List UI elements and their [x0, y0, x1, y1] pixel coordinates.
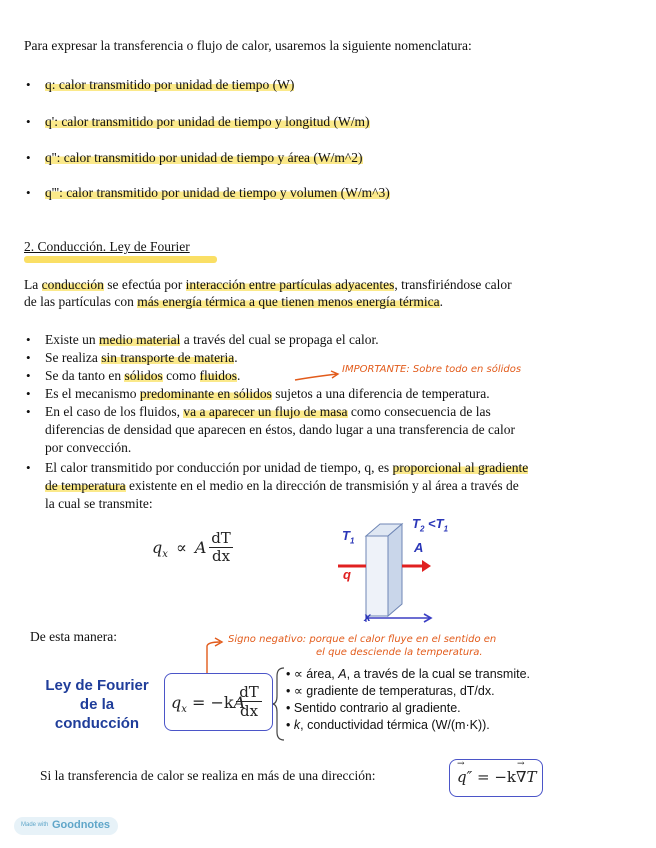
bullet-continuation: diferencias de densidad que aparecen en éstos, dando lugar a una transferencia de calor: [45, 422, 516, 437]
label-x: x: [364, 610, 371, 624]
bullet-item: • En el caso de los fluidos, va a aparecer un flujo de masa como consecuencia de las: [26, 404, 491, 419]
annotation-arrow-icon: [198, 636, 228, 676]
nomenclature-text: : calor transmitido por unidad de tiempo y área (W/m^2): [56, 150, 363, 165]
bullet-continuation: la cual se transmite:: [45, 496, 153, 511]
nomenclature-text: : calor transmitido por unidad de tiempo (W): [51, 77, 295, 92]
fourier-formula: $q_x = -kA$: [171, 693, 246, 716]
note-item: • k, conductividad térmica (W/(m·K)).: [286, 718, 490, 732]
nomenclature-text: : calor transmitido por unidad de tiempo y longitud (W/m): [54, 114, 370, 129]
note-item: • Sentido contrario al gradiente.: [286, 701, 461, 715]
final-text: Si la transferencia de calor se realiza en más de una dirección:: [40, 768, 376, 783]
section-title: 2. Conducción. Ley de Fourier: [24, 239, 190, 254]
title-highlight-stroke: [24, 256, 217, 263]
handwritten-important: IMPORTANTE: Sobre todo en sólidos: [342, 364, 522, 375]
note-item: • ∝ área, A, a través de la cual se transmite.: [286, 667, 531, 681]
de-esta-manera: De esta manera:: [30, 629, 117, 644]
ley-fourier-title: Ley de Fourier de la conducción: [45, 677, 149, 732]
paragraph-line-1: La conducción se efectúa por interacción entre partículas adyacentes, transfiriéndose calor: [24, 277, 512, 292]
label-t2: $T_2 <T_1$: [412, 516, 449, 534]
nomenclature-item: • q''': calor transmitido por unidad de tiempo y volumen (W/m^3): [26, 185, 390, 200]
label-area: A: [414, 540, 424, 555]
nomenclature-symbol: q': [45, 114, 55, 129]
bullet-continuation: de temperatura existente en el medio en la dirección de transmisión y al área a través de: [45, 478, 519, 493]
bullet-continuation: por convección.: [45, 440, 132, 455]
nomenclature-text: : calor transmitido por unidad de tiempo y volumen (W/m^3): [59, 185, 390, 200]
nomenclature-item: • q: calor transmitido por unidad de tiempo (W): [26, 77, 295, 92]
nomenclature-symbol: q: [45, 77, 52, 92]
bullet-item: • El calor transmitido por conducción por unidad de tiempo, q, es proporcional al gradiente: [26, 460, 529, 475]
formula-fraction: dT dx: [209, 530, 233, 565]
bullet-item: • Se realiza sin transporte de materia.: [26, 350, 238, 365]
intro-text: Para expresar la transferencia o flujo de calor, usaremos la siguiente nomenclatura:: [24, 38, 472, 53]
final-formula: q → ″ = −k∇ → T: [457, 759, 537, 786]
paragraph-line-2: de las partículas con más energía térmica a que tienen menos energía térmica.: [24, 294, 443, 309]
nomenclature-item: • q': calor transmitido por unidad de tiempo y longitud (W/m): [26, 114, 370, 129]
annotation-arrow-icon: [292, 368, 342, 384]
curly-brace-icon: [272, 666, 286, 742]
bullet-item: • Se da tanto en sólidos como fluidos.: [26, 368, 241, 383]
bullet-item: • Existe un medio material a través del cual se propaga el calor.: [26, 332, 379, 347]
goodnotes-logo: Made with Goodnotes: [14, 817, 118, 835]
formula-proportional: $q_x \propto A$: [152, 538, 207, 561]
handwritten-negative-sign: Signo negativo: porque el calor fluye en el sentido en: [228, 634, 497, 645]
handwritten-negative-sign-2: el que desciende la temperatura.: [316, 647, 483, 658]
nomenclature-item: • q'': calor transmitido por unidad de tiempo y área (W/m^2): [26, 150, 363, 165]
heat-flow-arrow-icon: [422, 560, 431, 572]
nomenclature-symbol: q''': [45, 185, 60, 200]
fourier-fraction: dT dx: [236, 683, 262, 720]
bullet-item: • Es el mecanismo predominante en sólidos sujetos a una diferencia de temperatura.: [26, 386, 490, 401]
label-t1: $T_1$: [342, 528, 355, 546]
label-q: q: [343, 567, 351, 582]
note-item: • ∝ gradiente de temperaturas, dT/dx.: [286, 684, 495, 698]
nomenclature-symbol: q'': [45, 150, 57, 165]
